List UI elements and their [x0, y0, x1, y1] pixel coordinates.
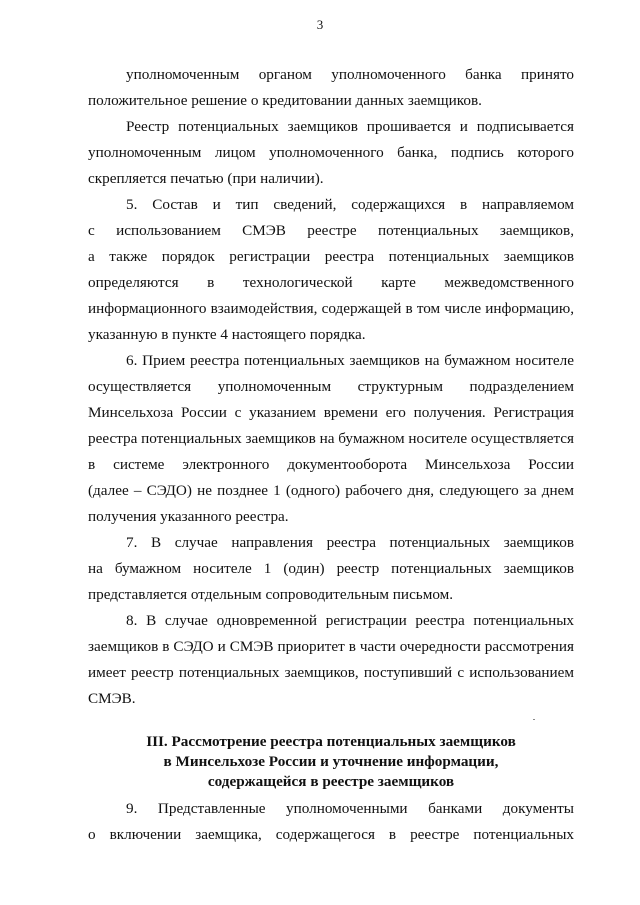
text-line: в системе электронного документооборота Минсельхоза России	[88, 456, 574, 473]
text-line: 6. Прием реестра потенциальных заемщиков на бумажном носителе	[126, 352, 574, 369]
text-line: 9. Представленные уполномоченными банками документы	[126, 800, 574, 817]
text-line: имеет реестр потенциальных заемщиков, поступивший с использованием	[88, 664, 574, 681]
text-line: уполномоченным органом уполномоченного банка принято	[126, 66, 574, 83]
paragraph-continuation	[88, 62, 574, 114]
text-line: реестра потенциальных заемщиков на бумажном носителе осуществляется	[88, 430, 574, 447]
text-line: 5. Состав и тип сведений, содержащихся в направляемом	[126, 196, 574, 213]
section-heading	[88, 732, 574, 792]
text-line: а также порядок регистрации реестра потенциальных заемщиков	[88, 248, 574, 265]
text-line: осуществляется уполномоченным структурным подразделением	[88, 378, 574, 395]
heading-line: III. Рассмотрение реестра потенциальных заемщиков	[146, 733, 516, 750]
text-line: указанную в пункте 4 настоящего порядка.	[88, 326, 366, 343]
text-line: определяются в технологической карте межведомственного	[88, 274, 574, 291]
text-line: уполномоченным лицом уполномоченного банка, подпись которого	[88, 144, 574, 161]
text-line: 7. В случае направления реестра потенциальных заемщиков	[126, 534, 574, 551]
text-line: (далее – СЭДО) не позднее 1 (одного) рабочего дня, следующего за днем	[88, 482, 574, 499]
text-line: Минсельхоза России с указанием времени его получения. Регистрация	[88, 404, 574, 421]
paragraph-9	[88, 796, 574, 848]
text-line: информационного взаимодействия, содержащей в том числе информацию,	[88, 300, 574, 317]
paragraph-6	[88, 348, 574, 530]
text-line: скрепляется печатью (при наличии).	[88, 170, 324, 187]
text-line: 8. В случае одновременной регистрации реестра потенциальных	[126, 612, 574, 629]
paragraph-8	[88, 608, 574, 712]
text-line: СМЭВ.	[88, 690, 136, 707]
text-line: положительное решение о кредитовании данных заемщиков.	[88, 92, 482, 109]
page-number: 3	[316, 17, 324, 32]
paragraph-registry-binding	[88, 114, 574, 192]
text-line: получения указанного реестра.	[88, 508, 289, 525]
heading-line: содержащейся в реестре заемщиков	[207, 773, 455, 790]
text-line: представляется отдельным сопроводительным письмом.	[88, 586, 454, 603]
text-line: с использованием СМЭВ реестре потенциальных заемщиков,	[88, 222, 574, 239]
scan-speck	[533, 719, 535, 720]
heading-line: в Минсельхозе России и уточнение информации,	[163, 753, 499, 770]
text-line: Реестр потенциальных заемщиков прошивается и подписывается	[126, 118, 574, 135]
text-line: на бумажном носителе 1 (один) реестр потенциальных заемщиков	[88, 560, 574, 577]
paragraph-5	[88, 192, 574, 348]
text-line: заемщиков в СЭДО и СМЭВ приоритет в части очередности рассмотрения	[88, 638, 574, 655]
paragraph-7	[88, 530, 574, 608]
text-line: о включении заемщика, содержащегося в реестре потенциальных	[88, 826, 574, 843]
